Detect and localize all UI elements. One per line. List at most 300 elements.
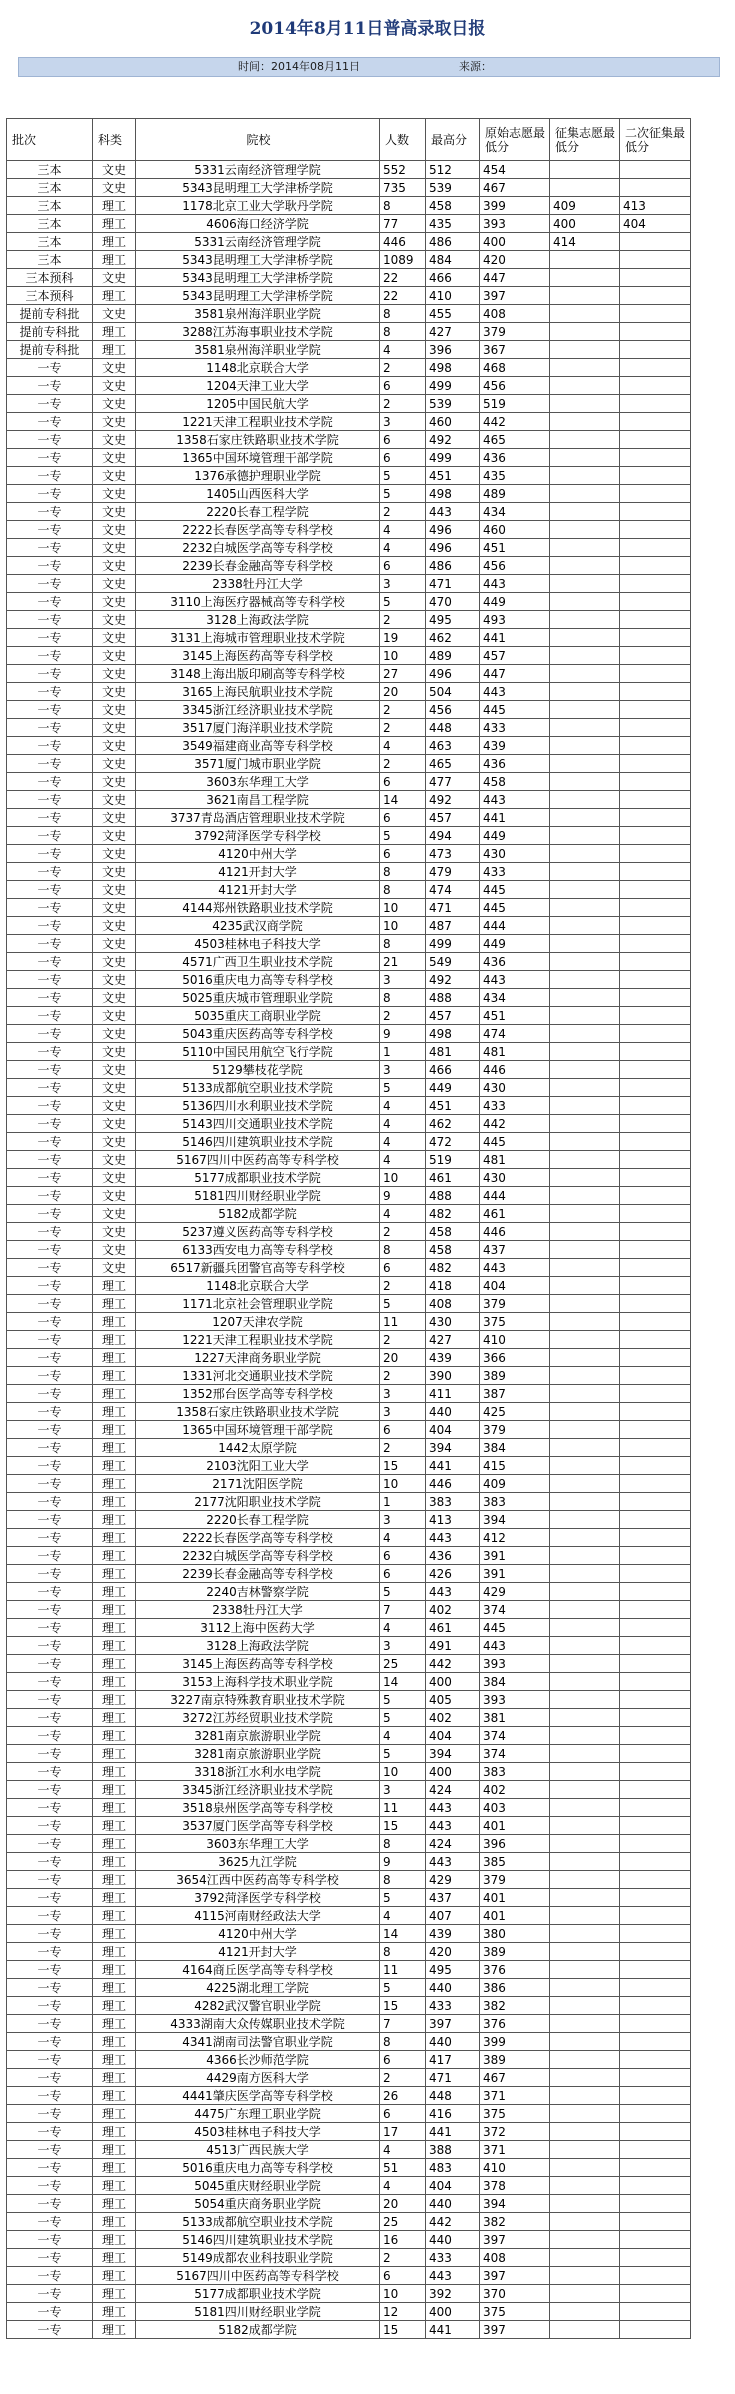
batch-cell: 一专 xyxy=(7,503,93,521)
max-score-cell: 471 xyxy=(426,575,480,593)
max-score-cell: 383 xyxy=(426,1493,480,1511)
table-row xyxy=(7,2033,691,2051)
category-cell: 文史 xyxy=(93,719,136,737)
school-cell: 3281南京旅游职业学院 xyxy=(136,1745,380,1763)
solicit-min-cell xyxy=(550,647,620,665)
school-cell: 3517厦门海洋职业技术学院 xyxy=(136,719,380,737)
second-solicit-min-cell xyxy=(620,2123,691,2141)
school-cell: 3148上海出版印刷高等专科学校 xyxy=(136,665,380,683)
solicit-min-cell xyxy=(550,2267,620,2285)
original-min-cell: 493 xyxy=(480,611,550,629)
solicit-min-cell xyxy=(550,917,620,935)
max-score-cell: 443 xyxy=(426,1817,480,1835)
second-solicit-min-cell xyxy=(620,323,691,341)
second-solicit-min-cell xyxy=(620,1079,691,1097)
table-row xyxy=(7,755,691,773)
second-solicit-min-cell xyxy=(620,755,691,773)
max-score-cell: 539 xyxy=(426,179,480,197)
table-row xyxy=(7,503,691,521)
max-score-cell: 470 xyxy=(426,593,480,611)
second-solicit-min-cell xyxy=(620,2285,691,2303)
school-cell: 4164商丘医学高等专科学校 xyxy=(136,1961,380,1979)
original-min-cell: 396 xyxy=(480,1835,550,1853)
solicit-min-cell xyxy=(550,1205,620,1223)
school-cell: 1205中国民航大学 xyxy=(136,395,380,413)
batch-cell: 一专 xyxy=(7,1781,93,1799)
batch-cell: 一专 xyxy=(7,2159,93,2177)
count-cell: 6 xyxy=(380,431,426,449)
solicit-min-cell xyxy=(550,2195,620,2213)
solicit-min-cell xyxy=(550,1907,620,1925)
batch-cell: 一专 xyxy=(7,1295,93,1313)
count-cell: 15 xyxy=(380,1457,426,1475)
count-cell: 10 xyxy=(380,899,426,917)
second-solicit-min-cell xyxy=(620,2105,691,2123)
school-cell: 3345浙江经济职业技术学院 xyxy=(136,701,380,719)
school-cell: 4235武汉商学院 xyxy=(136,917,380,935)
count-cell: 2 xyxy=(380,719,426,737)
solicit-min-cell xyxy=(550,1583,620,1601)
count-cell: 3 xyxy=(380,971,426,989)
count-cell: 9 xyxy=(380,1853,426,1871)
max-score-cell: 488 xyxy=(426,989,480,1007)
category-cell: 理工 xyxy=(93,1655,136,1673)
solicit-min-cell xyxy=(550,1835,620,1853)
max-score-cell: 473 xyxy=(426,845,480,863)
second-solicit-min-cell xyxy=(620,1817,691,1835)
category-cell: 理工 xyxy=(93,1493,136,1511)
original-min-cell: 401 xyxy=(480,1907,550,1925)
max-score-cell: 420 xyxy=(426,1943,480,1961)
solicit-min-cell xyxy=(550,1403,620,1421)
solicit-min-cell xyxy=(550,1313,620,1331)
original-min-cell: 458 xyxy=(480,773,550,791)
max-score-cell: 496 xyxy=(426,539,480,557)
table-row xyxy=(7,1295,691,1313)
count-cell: 9 xyxy=(380,1025,426,1043)
original-min-cell: 384 xyxy=(480,1439,550,1457)
max-score-cell: 504 xyxy=(426,683,480,701)
batch-cell: 一专 xyxy=(7,1799,93,1817)
table-row xyxy=(7,1943,691,1961)
table-row xyxy=(7,683,691,701)
count-cell: 3 xyxy=(380,413,426,431)
count-cell: 4 xyxy=(380,1133,426,1151)
count-cell: 4 xyxy=(380,1151,426,1169)
school-cell: 4144郑州铁路职业技术学院 xyxy=(136,899,380,917)
original-min-cell: 382 xyxy=(480,1997,550,2015)
original-min-cell: 393 xyxy=(480,215,550,233)
original-min-cell: 445 xyxy=(480,1619,550,1637)
category-cell: 文史 xyxy=(93,431,136,449)
count-cell: 6 xyxy=(380,377,426,395)
batch-cell: 一专 xyxy=(7,953,93,971)
count-cell: 4 xyxy=(380,1097,426,1115)
school-cell: 3153上海科学技术职业学院 xyxy=(136,1673,380,1691)
second-solicit-min-cell xyxy=(620,269,691,287)
second-solicit-min-cell xyxy=(620,683,691,701)
solicit-min-cell xyxy=(550,2159,620,2177)
school-cell: 5149成都农业科技职业学院 xyxy=(136,2249,380,2267)
original-min-cell: 519 xyxy=(480,395,550,413)
second-solicit-min-cell xyxy=(620,773,691,791)
second-solicit-min-cell xyxy=(620,1637,691,1655)
second-solicit-min-cell xyxy=(620,863,691,881)
count-cell: 6 xyxy=(380,2051,426,2069)
second-solicit-min-cell xyxy=(620,449,691,467)
category-cell: 理工 xyxy=(93,1907,136,1925)
table-row xyxy=(7,1421,691,1439)
second-solicit-min-cell xyxy=(620,827,691,845)
count-cell: 3 xyxy=(380,1385,426,1403)
table-row xyxy=(7,1061,691,1079)
count-cell: 6 xyxy=(380,1259,426,1277)
original-min-cell: 403 xyxy=(480,1799,550,1817)
category-cell: 文史 xyxy=(93,701,136,719)
batch-cell: 一专 xyxy=(7,773,93,791)
max-score-cell: 539 xyxy=(426,395,480,413)
original-min-cell: 379 xyxy=(480,1421,550,1439)
original-min-cell: 393 xyxy=(480,1655,550,1673)
school-cell: 4115河南财经政法大学 xyxy=(136,1907,380,1925)
table-row xyxy=(7,2087,691,2105)
batch-cell: 一专 xyxy=(7,2141,93,2159)
solicit-min-cell xyxy=(550,503,620,521)
batch-cell: 一专 xyxy=(7,2123,93,2141)
solicit-min-cell xyxy=(550,1781,620,1799)
count-cell: 4 xyxy=(380,341,426,359)
second-solicit-min-cell xyxy=(620,1295,691,1313)
table-row xyxy=(7,863,691,881)
table-row xyxy=(7,1529,691,1547)
category-cell: 文史 xyxy=(93,1097,136,1115)
batch-cell: 一专 xyxy=(7,1223,93,1241)
solicit-min-cell: 400 xyxy=(550,215,620,233)
count-cell: 2 xyxy=(380,1439,426,1457)
max-score-cell: 427 xyxy=(426,1331,480,1349)
original-min-cell: 444 xyxy=(480,1187,550,1205)
second-solicit-min-cell xyxy=(620,2195,691,2213)
max-score-cell: 462 xyxy=(426,1115,480,1133)
max-score-cell: 448 xyxy=(426,2087,480,2105)
school-cell: 5016重庆电力高等专科学校 xyxy=(136,971,380,989)
count-cell: 15 xyxy=(380,2321,426,2339)
max-score-cell: 482 xyxy=(426,1259,480,1277)
batch-cell: 一专 xyxy=(7,2177,93,2195)
original-min-cell: 436 xyxy=(480,953,550,971)
table-row xyxy=(7,2105,691,2123)
school-cell: 1442太原学院 xyxy=(136,1439,380,1457)
category-cell: 文史 xyxy=(93,1025,136,1043)
count-cell: 20 xyxy=(380,1349,426,1367)
count-cell: 6 xyxy=(380,773,426,791)
category-cell: 理工 xyxy=(93,1475,136,1493)
header-second-solicit-min: 二次征集最低分 xyxy=(620,119,691,161)
solicit-min-cell xyxy=(550,701,620,719)
count-cell: 7 xyxy=(380,1601,426,1619)
max-score-cell: 400 xyxy=(426,1763,480,1781)
original-min-cell: 374 xyxy=(480,1745,550,1763)
batch-cell: 一专 xyxy=(7,1511,93,1529)
solicit-min-cell xyxy=(550,341,620,359)
category-cell: 文史 xyxy=(93,665,136,683)
second-solicit-min-cell xyxy=(620,1403,691,1421)
max-score-cell: 460 xyxy=(426,413,480,431)
category-cell: 文史 xyxy=(93,1061,136,1079)
batch-cell: 一专 xyxy=(7,881,93,899)
max-score-cell: 392 xyxy=(426,2285,480,2303)
solicit-min-cell xyxy=(550,1097,620,1115)
school-cell: 3792菏泽医学专科学校 xyxy=(136,1889,380,1907)
table-row xyxy=(7,971,691,989)
original-min-cell: 397 xyxy=(480,287,550,305)
solicit-min-cell xyxy=(550,773,620,791)
original-min-cell: 465 xyxy=(480,431,550,449)
batch-cell: 一专 xyxy=(7,1763,93,1781)
category-cell: 文史 xyxy=(93,971,136,989)
count-cell: 14 xyxy=(380,1925,426,1943)
original-min-cell: 391 xyxy=(480,1547,550,1565)
second-solicit-min-cell xyxy=(620,1565,691,1583)
second-solicit-min-cell xyxy=(620,1223,691,1241)
table-row xyxy=(7,1223,691,1241)
school-cell: 4341湖南司法警官职业学院 xyxy=(136,2033,380,2051)
table-row xyxy=(7,611,691,629)
original-min-cell: 379 xyxy=(480,1871,550,1889)
second-solicit-min-cell xyxy=(620,1457,691,1475)
solicit-min-cell xyxy=(550,1115,620,1133)
solicit-min-cell xyxy=(550,1151,620,1169)
school-cell: 3272江苏经贸职业技术学院 xyxy=(136,1709,380,1727)
solicit-min-cell xyxy=(550,629,620,647)
table-row xyxy=(7,1169,691,1187)
school-cell: 3128上海政法学院 xyxy=(136,611,380,629)
count-cell: 10 xyxy=(380,647,426,665)
original-min-cell: 366 xyxy=(480,1349,550,1367)
second-solicit-min-cell xyxy=(620,2177,691,2195)
max-score-cell: 442 xyxy=(426,1655,480,1673)
solicit-min-cell xyxy=(550,1961,620,1979)
second-solicit-min-cell xyxy=(620,1619,691,1637)
max-score-cell: 440 xyxy=(426,1979,480,1997)
batch-cell: 三本预科 xyxy=(7,269,93,287)
batch-cell: 一专 xyxy=(7,2069,93,2087)
solicit-min-cell xyxy=(550,2123,620,2141)
count-cell: 7 xyxy=(380,2015,426,2033)
category-cell: 文史 xyxy=(93,989,136,1007)
batch-cell: 三本 xyxy=(7,215,93,233)
count-cell: 20 xyxy=(380,683,426,701)
second-solicit-min-cell xyxy=(620,2213,691,2231)
max-score-cell: 436 xyxy=(426,1547,480,1565)
count-cell: 6 xyxy=(380,2267,426,2285)
batch-cell: 一专 xyxy=(7,791,93,809)
school-cell: 3581泉州海洋职业学院 xyxy=(136,341,380,359)
count-cell: 6 xyxy=(380,1547,426,1565)
batch-cell: 一专 xyxy=(7,1889,93,1907)
second-solicit-min-cell xyxy=(620,575,691,593)
category-cell: 文史 xyxy=(93,1169,136,1187)
school-cell: 4429南方医科大学 xyxy=(136,2069,380,2087)
solicit-min-cell xyxy=(550,1763,620,1781)
original-min-cell: 384 xyxy=(480,1673,550,1691)
category-cell: 文史 xyxy=(93,305,136,323)
category-cell: 文史 xyxy=(93,611,136,629)
category-cell: 文史 xyxy=(93,557,136,575)
category-cell: 理工 xyxy=(93,2267,136,2285)
batch-cell: 一专 xyxy=(7,467,93,485)
table-row xyxy=(7,665,691,683)
original-min-cell: 375 xyxy=(480,1313,550,1331)
table-row xyxy=(7,1547,691,1565)
original-min-cell: 410 xyxy=(480,1331,550,1349)
category-cell: 理工 xyxy=(93,323,136,341)
max-score-cell: 441 xyxy=(426,2321,480,2339)
count-cell: 3 xyxy=(380,1511,426,1529)
solicit-min-cell xyxy=(550,521,620,539)
second-solicit-min-cell xyxy=(620,1043,691,1061)
school-cell: 3518泉州医学高等专科学校 xyxy=(136,1799,380,1817)
table-row xyxy=(7,341,691,359)
school-cell: 5181四川财经职业学院 xyxy=(136,1187,380,1205)
max-score-cell: 443 xyxy=(426,1583,480,1601)
category-cell: 理工 xyxy=(93,1331,136,1349)
batch-cell: 一专 xyxy=(7,1619,93,1637)
original-min-cell: 433 xyxy=(480,863,550,881)
batch-cell: 一专 xyxy=(7,1565,93,1583)
category-cell: 文史 xyxy=(93,827,136,845)
count-cell: 2 xyxy=(380,1277,426,1295)
second-solicit-min-cell xyxy=(620,611,691,629)
batch-cell: 一专 xyxy=(7,1007,93,1025)
count-cell: 4 xyxy=(380,1727,426,1745)
original-min-cell: 429 xyxy=(480,1583,550,1601)
batch-cell: 三本 xyxy=(7,161,93,179)
solicit-min-cell xyxy=(550,755,620,773)
category-cell: 理工 xyxy=(93,287,136,305)
category-cell: 文史 xyxy=(93,1259,136,1277)
count-cell: 10 xyxy=(380,1475,426,1493)
batch-cell: 一专 xyxy=(7,377,93,395)
count-cell: 10 xyxy=(380,2285,426,2303)
count-cell: 22 xyxy=(380,287,426,305)
max-score-cell: 482 xyxy=(426,1205,480,1223)
solicit-min-cell xyxy=(550,1169,620,1187)
second-solicit-min-cell xyxy=(620,1709,691,1727)
max-score-cell: 471 xyxy=(426,2069,480,2087)
count-cell: 15 xyxy=(380,1817,426,1835)
table-row xyxy=(7,1961,691,1979)
max-score-cell: 458 xyxy=(426,1223,480,1241)
school-cell: 2171沈阳医学院 xyxy=(136,1475,380,1493)
table-row xyxy=(7,1583,691,1601)
school-cell: 1221天津工程职业技术学院 xyxy=(136,413,380,431)
category-cell: 文史 xyxy=(93,899,136,917)
category-cell: 理工 xyxy=(93,1727,136,1745)
school-cell: 4120中州大学 xyxy=(136,845,380,863)
admission-table xyxy=(6,118,691,2339)
table-row xyxy=(7,377,691,395)
count-cell: 8 xyxy=(380,1871,426,1889)
category-cell: 理工 xyxy=(93,1871,136,1889)
original-min-cell: 436 xyxy=(480,449,550,467)
batch-cell: 一专 xyxy=(7,485,93,503)
second-solicit-min-cell xyxy=(620,359,691,377)
original-min-cell: 443 xyxy=(480,1637,550,1655)
table-row xyxy=(7,215,691,233)
count-cell: 4 xyxy=(380,539,426,557)
second-solicit-min-cell xyxy=(620,1889,691,1907)
batch-cell: 一专 xyxy=(7,2105,93,2123)
school-cell: 3131上海城市管理职业技术学院 xyxy=(136,629,380,647)
second-solicit-min-cell xyxy=(620,287,691,305)
batch-cell: 一专 xyxy=(7,1925,93,1943)
table-row xyxy=(7,719,691,737)
original-min-cell: 401 xyxy=(480,1817,550,1835)
original-min-cell: 442 xyxy=(480,413,550,431)
school-cell: 5146四川建筑职业技术学院 xyxy=(136,1133,380,1151)
category-cell: 理工 xyxy=(93,2159,136,2177)
school-cell: 5133成都航空职业技术学院 xyxy=(136,2213,380,2231)
count-cell: 4 xyxy=(380,1205,426,1223)
max-score-cell: 519 xyxy=(426,1151,480,1169)
max-score-cell: 443 xyxy=(426,503,480,521)
second-solicit-min-cell: 404 xyxy=(620,215,691,233)
batch-cell: 一专 xyxy=(7,1115,93,1133)
max-score-cell: 496 xyxy=(426,521,480,539)
max-score-cell: 400 xyxy=(426,1673,480,1691)
batch-cell: 一专 xyxy=(7,1997,93,2015)
category-cell: 理工 xyxy=(93,1421,136,1439)
count-cell: 5 xyxy=(380,1979,426,1997)
table-row xyxy=(7,1187,691,1205)
original-min-cell: 397 xyxy=(480,2321,550,2339)
original-min-cell: 456 xyxy=(480,377,550,395)
batch-cell: 一专 xyxy=(7,665,93,683)
second-solicit-min-cell xyxy=(620,1097,691,1115)
original-min-cell: 467 xyxy=(480,2069,550,2087)
count-cell: 12 xyxy=(380,2303,426,2321)
original-min-cell: 409 xyxy=(480,1475,550,1493)
second-solicit-min-cell xyxy=(620,1025,691,1043)
max-score-cell: 481 xyxy=(426,1043,480,1061)
school-cell: 5025重庆城市管理职业学院 xyxy=(136,989,380,1007)
school-cell: 4503桂林电子科技大学 xyxy=(136,935,380,953)
count-cell: 5 xyxy=(380,467,426,485)
batch-cell: 一专 xyxy=(7,1529,93,1547)
header-original-min: 原始志愿最低分 xyxy=(480,119,550,161)
max-score-cell: 430 xyxy=(426,1313,480,1331)
solicit-min-cell xyxy=(550,1241,620,1259)
max-score-cell: 484 xyxy=(426,251,480,269)
table-row xyxy=(7,1403,691,1421)
category-cell: 理工 xyxy=(93,1853,136,1871)
table-row xyxy=(7,1871,691,1889)
count-cell: 11 xyxy=(380,1799,426,1817)
table-row xyxy=(7,179,691,197)
solicit-min-cell xyxy=(550,1529,620,1547)
max-score-cell: 491 xyxy=(426,1637,480,1655)
school-cell: 4282武汉警官职业学院 xyxy=(136,1997,380,2015)
max-score-cell: 448 xyxy=(426,719,480,737)
batch-cell: 一专 xyxy=(7,1187,93,1205)
solicit-min-cell xyxy=(550,881,620,899)
table-row xyxy=(7,2141,691,2159)
table-row xyxy=(7,1835,691,1853)
category-cell: 理工 xyxy=(93,2303,136,2321)
count-cell: 2 xyxy=(380,395,426,413)
count-cell: 51 xyxy=(380,2159,426,2177)
